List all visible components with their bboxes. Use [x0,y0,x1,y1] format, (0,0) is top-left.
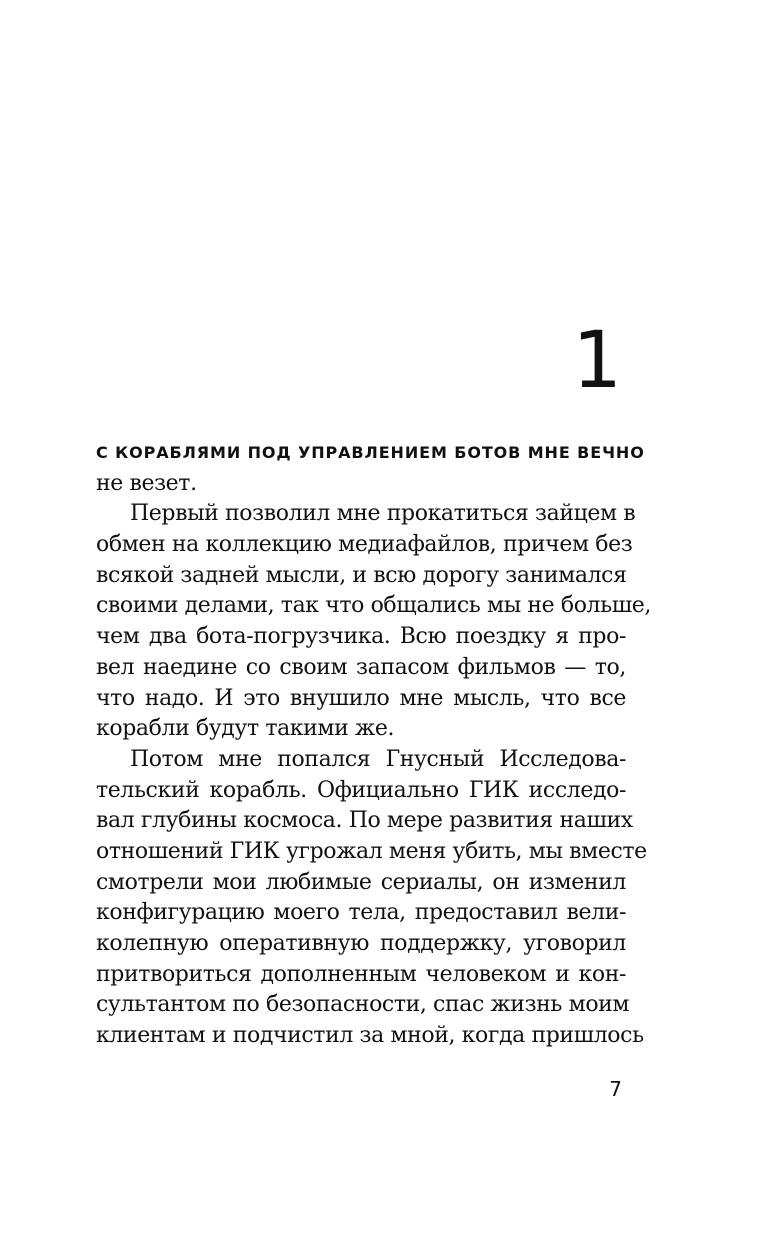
text-line: обмен на коллекцию медиафайлов, причем без [96,532,633,558]
body-text [96,438,651,1052]
text-line: всякой задней мысли, и всю дорогу занимался [96,562,627,588]
text-line: смотрели мои любимые сериалы, он изменил [96,869,626,895]
text-line: вал глубины космоса. По мере развития наших [96,808,633,834]
text-line: Потом мне попался Гнусный Исследова- [130,746,626,772]
text-line: сультантом по безопасности, спас жизнь моим [96,992,630,1018]
text-line: клиентам и подчистил за мной, когда пришлось [96,1023,644,1049]
text-line: своими делами, так что общались мы не больше, [96,593,651,619]
lead-line: С КОРАБЛЯМИ ПОД УПРАВЛЕНИЕМ БОТОВ МНЕ ВЕЧНО [96,443,645,462]
text-line: чем два бота-погрузчика. Всю поездку я про- [96,624,626,650]
text-line: конфигурацию моего тела, предоставил вели- [96,900,626,926]
text-line: корабли будут такими же. [96,716,395,742]
chapter-number: 1 [572,316,622,406]
text-line: притвориться дополненным человеком и кон- [96,961,626,987]
text-line: тельский корабль. Официально ГИК исследо- [96,777,626,803]
text-line: отношений ГИК угрожал меня убить, мы вместе [96,838,647,864]
text-line: что надо. И это внушило мне мысль, что все [96,685,626,711]
page-number: 7 [609,1077,622,1101]
text-line: Первый позволил мне прокатиться зайцем в [130,501,636,527]
text-line: колепную оперативную поддержку, уговорил [96,931,626,956]
text-line: не везет. [96,470,197,496]
text-line: вел наедине со своим запасом фильмов — то, [96,654,626,680]
